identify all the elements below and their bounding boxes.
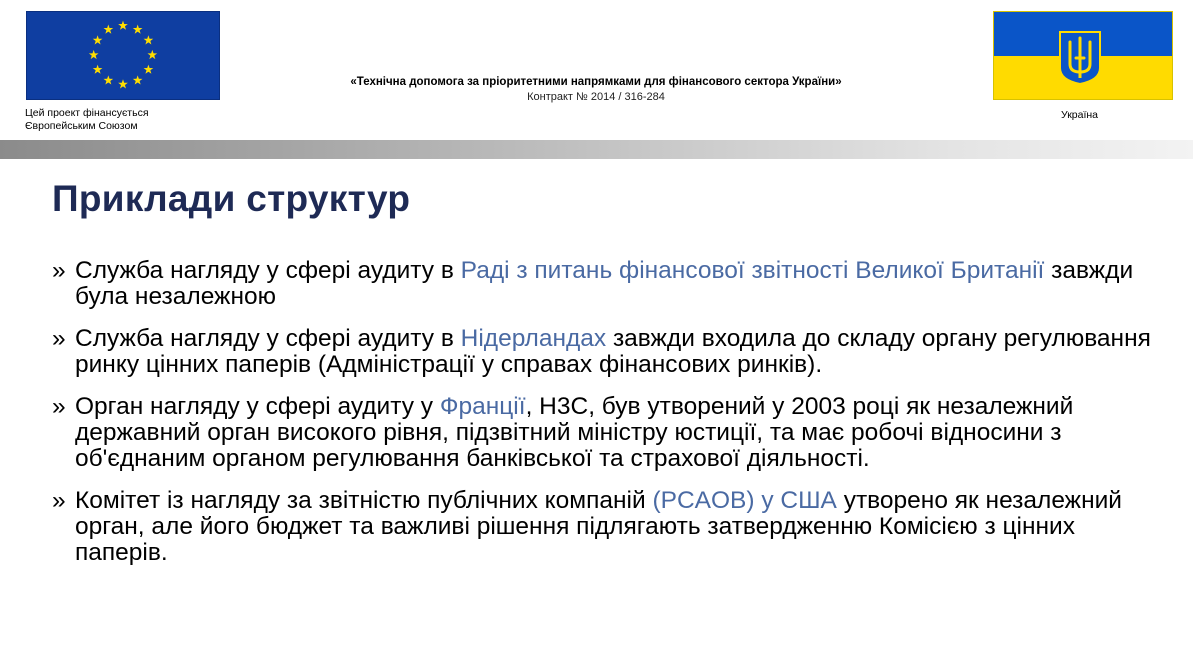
bullet-text: утворено як незалежний орган, але його бюджет та важливі рішення підлягають затвердженню Комісією з цінних паперів.: [75, 487, 1122, 566]
ukraine-caption: Україна: [1061, 109, 1099, 121]
eu-star-icon: [133, 25, 143, 34]
eu-star-icon: [118, 21, 128, 30]
eu-star-icon: [93, 35, 103, 44]
project-title: «Технічна допомога за пріоритетними напрямками для фінансового сектора України»: [350, 76, 842, 88]
eu-star-icon: [118, 79, 128, 88]
trident-icon: [1056, 28, 1104, 86]
bullet-highlight: (PCAOB) у США: [652, 487, 837, 514]
ukraine-flag-logo: [993, 11, 1173, 100]
header-divider-bar: [0, 140, 1193, 159]
bullet-item: [52, 394, 1172, 472]
eu-caption-line1: Цей проект фінансується: [25, 107, 149, 119]
bullet-highlight: Франції: [439, 393, 526, 420]
bullet-text: Орган нагляду у сфері аудиту у: [75, 393, 440, 420]
eu-star-icon: [144, 35, 154, 44]
bullet-marker: »: [52, 393, 66, 420]
eu-caption-line2: Європейським Союзом: [25, 120, 138, 132]
eu-star-icon: [103, 25, 113, 34]
eu-stars-icon: [27, 12, 219, 99]
eu-star-icon: [93, 65, 103, 74]
bullet-marker: »: [52, 325, 66, 352]
bullet-text: завжди входила до складу органу регулювання ринку цінних паперів (Адміністрації у справах фінансових ринків).: [75, 325, 1151, 378]
contract-number: Контракт № 2014 / 316-284: [527, 91, 665, 103]
eu-star-icon: [103, 75, 113, 84]
bullet-text: завжди була незалежною: [75, 257, 1134, 310]
bullet-text: Служба нагляду у сфері аудиту в: [75, 257, 461, 284]
eu-star-icon: [133, 75, 143, 84]
bullet-marker: »: [52, 257, 66, 284]
bullet-list: [52, 258, 1172, 582]
bullet-text: , H3C, був утворений у 2003 році як незалежний державний орган високого рівня, підзвітний міністру юстиції, та має робочі відносини з об'єднаним органом регулювання банківської та страхової діяльності.: [75, 393, 1074, 472]
bullet-highlight: Нідерландах: [460, 325, 607, 352]
bullet-marker: »: [52, 487, 66, 514]
bullet-text: Комітет із нагляду за звітністю публічних компаній: [75, 487, 653, 514]
eu-funding-caption: [25, 107, 149, 133]
bullet-text: Служба нагляду у сфері аудиту в: [75, 325, 461, 352]
slide-title: Приклади структур: [52, 178, 411, 219]
eu-star-icon: [144, 65, 154, 74]
eu-star-icon: [89, 50, 99, 59]
bullet-item: [52, 488, 1172, 566]
eu-star-icon: [147, 50, 157, 59]
eu-flag-logo: [26, 11, 220, 100]
bullet-highlight: Раді з питань фінансової звітності Великої Британії: [460, 257, 1045, 284]
bullet-item: [52, 258, 1172, 310]
project-header: [260, 75, 932, 104]
bullet-item: [52, 326, 1172, 378]
